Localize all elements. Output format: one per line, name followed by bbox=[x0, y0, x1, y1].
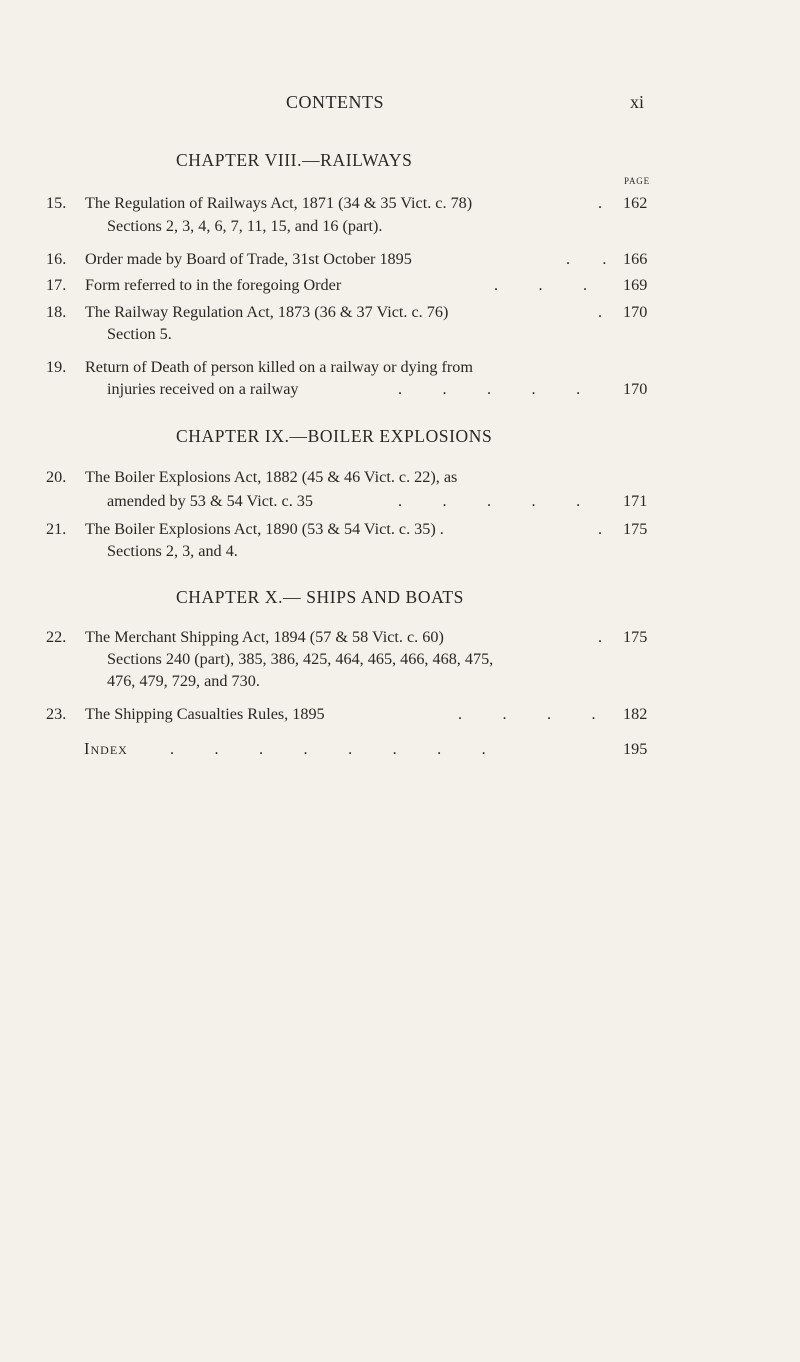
running-head bbox=[0, 92, 800, 118]
leader-dots: . . . . . bbox=[398, 492, 581, 510]
entry-sections: Sections 2, 3, and 4. bbox=[107, 542, 238, 560]
entry-number: 19. bbox=[46, 358, 67, 376]
entry-page: 182 bbox=[623, 705, 648, 723]
running-head-title: CONTENTS bbox=[286, 92, 384, 112]
entry-title: Return of Death of person killed on a railway or dying from bbox=[85, 358, 473, 376]
index-label: Index bbox=[84, 739, 128, 758]
leader-dots: . . . . . bbox=[398, 380, 581, 398]
entry-title: The Merchant Shipping Act, 1894 (57 & 58 Vict. c. 60) bbox=[85, 628, 444, 646]
entry-sections: Sections 240 (part), 385, 386, 425, 464, 465, 466, 468, 475, bbox=[107, 650, 494, 668]
entry-number: 16. bbox=[46, 250, 67, 268]
entry-title: Order made by Board of Trade, 31st October 1895 bbox=[85, 250, 412, 268]
entry-number: 21. bbox=[46, 520, 67, 538]
leader-dots: . . bbox=[566, 250, 607, 268]
running-head-page-number: xi bbox=[630, 92, 645, 112]
entry-page: 170 bbox=[623, 380, 648, 398]
entry-title-continued: injuries received on a railway bbox=[107, 380, 299, 398]
entry-number: 17. bbox=[46, 276, 67, 294]
entry-title: The Boiler Explosions Act, 1890 (53 & 54 Vict. c. 35) . bbox=[85, 520, 444, 538]
leader-dots: . bbox=[598, 303, 603, 321]
leader-dots: . bbox=[598, 628, 603, 646]
entry-number: 22. bbox=[46, 628, 67, 646]
entry-title-continued: amended by 53 & 54 Vict. c. 35 bbox=[107, 492, 313, 510]
leader-dots: . bbox=[598, 520, 603, 538]
entry-page: 175 bbox=[623, 520, 648, 538]
entry-sections: Sections 2, 3, 4, 6, 7, 11, 15, and 16 (part). bbox=[107, 217, 383, 235]
entry-page: 170 bbox=[623, 303, 648, 321]
leader-dots: . . . . . . . . bbox=[170, 740, 486, 758]
chapter-heading: CHAPTER IX.—BOILER EXPLOSIONS bbox=[176, 426, 493, 446]
entry-page: 162 bbox=[623, 194, 648, 212]
entry-page: 175 bbox=[623, 628, 648, 646]
leader-dots: . . . bbox=[494, 276, 588, 294]
entry-page: 169 bbox=[623, 276, 648, 294]
entry-page: 195 bbox=[623, 740, 648, 758]
entry-sections: Section 5. bbox=[107, 325, 172, 343]
entry-sections: 476, 479, 729, and 730. bbox=[107, 672, 260, 690]
entry-title: The Shipping Casualties Rules, 1895 bbox=[85, 705, 325, 723]
entry-title: The Boiler Explosions Act, 1882 (45 & 46 Vict. c. 22), as bbox=[85, 468, 458, 486]
entry-title: The Regulation of Railways Act, 1871 (34 & 35 Vict. c. 78) bbox=[85, 194, 473, 212]
leader-dots: . bbox=[598, 194, 603, 212]
entry-number: 23. bbox=[46, 705, 67, 723]
entry-number: 15. bbox=[46, 194, 67, 212]
entry-page: 171 bbox=[623, 492, 648, 510]
page-column-label: PAGE bbox=[624, 176, 650, 186]
leader-dots: . . . . bbox=[458, 705, 596, 723]
entry-number: 18. bbox=[46, 303, 67, 321]
entry-title: The Railway Regulation Act, 1873 (36 & 37 Vict. c. 76) bbox=[85, 303, 449, 321]
entry-number: 20. bbox=[46, 468, 67, 486]
chapter-heading: CHAPTER VIII.—RAILWAYS bbox=[176, 150, 413, 170]
entry-title: Form referred to in the foregoing Order bbox=[85, 276, 342, 294]
chapter-heading: CHAPTER X.— SHIPS AND BOATS bbox=[176, 587, 464, 607]
entry-page: 166 bbox=[623, 250, 648, 268]
